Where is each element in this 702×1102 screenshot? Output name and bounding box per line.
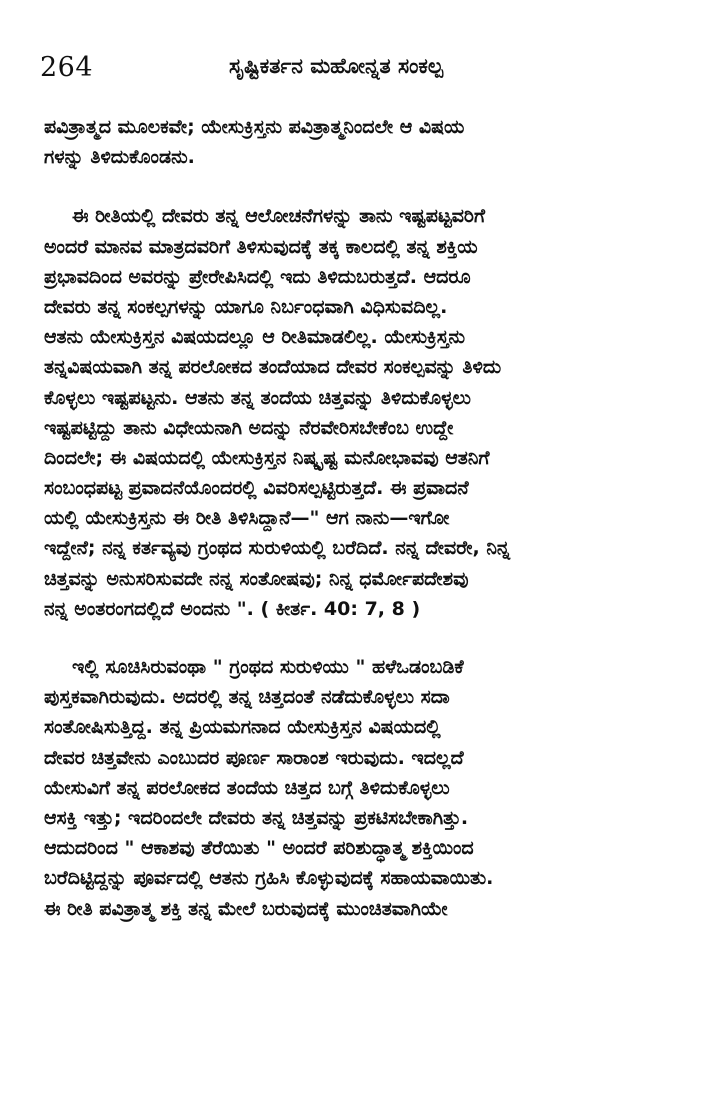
text-line: ಚಿತ್ತವನ್ನು ಅನುಸರಿಸುವದೇ ನನ್ನ ಸಂತೋಷವು; ನಿನ್ನ ಧರ್ಮೋಪದೇಶವು xyxy=(44,567,469,590)
text-line: ಗಳನ್ನು ತಿಳಿದುಕೊಂಡನು. xyxy=(44,146,195,169)
text-line: ಆದುದರಿಂದ " ಆಕಾಶವು ತೆರೆಯಿತು " ಅಂದರೆ ಪರಿಶುದ್ಧಾತ್ಮ ಶಕ್ತಿಯಿಂದ xyxy=(44,837,474,860)
text-line: ಆಸಕ್ತಿ ಇತ್ತು; ಇದರಿಂದಲೇ ದೇವರು ತನ್ನ ಚಿತ್ತವನ್ನು ಪ್ರಕಟಿಸಬೇಕಾಗಿತ್ತು. xyxy=(44,806,469,829)
text-line: ನನ್ನ ಅಂತರಂಗದಲ್ಲಿದೆ ಅಂದನು ". ( ಕೀರ್ತ. 40: 7, 8 ) xyxy=(44,597,421,620)
page-number: 264 xyxy=(40,52,94,83)
text-line: ಪವಿತ್ರಾತ್ಮದ ಮೂಲಕವೇ; ಯೇಸುಕ್ರಿಸ್ತನು ಪವಿತ್ರಾತ್ಮನಿಂದಲೇ ಆ ವಿಷಯ xyxy=(44,116,465,138)
text-line: ಕೊಳ್ಳಲು ಇಷ್ಟಪಟ್ಟನು. ಆತನು ತನ್ನ ತಂದೆಯ ಚಿತ್ತವನ್ನು ತಿಳಿದುಕೊಳ್ಳಲು xyxy=(44,386,471,409)
text-line: ದೇವರು ತನ್ನ ಸಂಕಲ್ಪಗಳನ್ನು ಯಾಗೂ ನಿರ್ಬಂಧವಾಗಿ ವಿಧಿಸುವದಿಲ್ಲ. xyxy=(44,295,448,318)
text-line: ಬರೆದಿಟ್ಟಿದ್ದನ್ನು ಪೂರ್ವದಲ್ಲಿ ಆತನು ಗ್ರಹಿಸಿ ಕೊಳ್ಳುವುದಕ್ಕೆ ಸಹಾಯವಾಯಿತು. xyxy=(44,867,494,890)
page-header xyxy=(40,52,670,92)
text-line: ದೇವರ ಚಿತ್ತವೇನು ಎಂಬುದರ ಪೂರ್ಣ ಸಾರಾಂಶ ಇರುವುದು. ಇದಲ್ಲದೆ xyxy=(44,746,464,769)
text-line: ಯೇಸುವಿಗೆ ತನ್ನ ಪರಲೋಕದ ತಂದೆಯ ಚಿತ್ತದ ಬಗ್ಗೆ ತಿಳಿದುಕೊಳ್ಳಲು xyxy=(44,776,450,799)
text-line: ಈ ರೀತಿ ಪವಿತ್ರಾತ್ಮ ಶಕ್ತಿ ತನ್ನ ಮೇಲೆ ಬರುವುದಕ್ಕೆ ಮುಂಚಿತವಾಗಿಯೇ xyxy=(44,897,448,920)
text-line: ಆತನು ಯೇಸುಕ್ರಿಸ್ತನ ವಿಷಯದಲ್ಲೂ ಆ ರೀತಿಮಾಡಲಿಲ್ಲ. ಯೇಸುಕ್ರಿಸ್ತನು xyxy=(44,326,466,349)
paragraph-gap xyxy=(44,172,672,201)
text-line: ಸಂಬಂಧಪಟ್ಟ ಪ್ರವಾದನೆಯೊಂದರಲ್ಲಿ ವಿವರಿಸಲ್ಪಟ್ಟಿರುತ್ತದೆ. ಈ ಪ್ರವಾದನೆ xyxy=(44,477,469,500)
text-line: ಈ ರೀತಿಯಲ್ಲಿ ದೇವರು ತನ್ನ ಆಲೋಚನೆಗಳನ್ನು ತಾನು ಇಷ್ಟಪಟ್ಟವರಿಗೆ xyxy=(72,205,485,228)
page-body xyxy=(44,112,672,924)
text-line: ಪ್ರಭಾವದಿಂದ ಅವರನ್ನು ಪ್ರೇರೇಪಿಸಿದಲ್ಲಿ ಇದು ತಿಳಿದುಬರುತ್ತದೆ. ಆದರೂ xyxy=(44,265,471,288)
text-line: ಇಷ್ಟಪಟ್ಟಿದ್ದು ತಾನು ವಿಧೇಯನಾಗಿ ಅದನ್ನು ನೆರವೇರಿಸಬೇಕೆಂಬ ಉದ್ದೇ xyxy=(44,416,454,439)
paragraph-2 xyxy=(44,201,672,624)
paragraph-gap xyxy=(44,624,672,652)
text-line: ಸಂತೋಷಿಸುತ್ತಿದ್ದ. ತನ್ನ ಪ್ರಿಯಮಗನಾದ ಯೇಸುಕ್ರಿಸ್ತನ ವಿಷಯದಲ್ಲಿ xyxy=(44,716,441,739)
running-title: ಸೃಷ್ಟಿಕರ್ತನ ಮಹೋನ್ನತ ಸಂಕಲ್ಪ xyxy=(229,54,444,78)
paragraph-3 xyxy=(44,652,672,924)
text-line: ಪುಸ್ತಕವಾಗಿರುವುದು. ಅದರಲ್ಲಿ ತನ್ನ ಚಿತ್ತದಂತೆ ನಡೆದುಕೊಳ್ಳಲು ಸದಾ xyxy=(44,686,450,709)
text-line: ಇಲ್ಲಿ ಸೂಚಿಸಿರುವಂಥಾ " ಗ್ರಂಥದ ಸುರುಳಿಯು " ಹಳೆಒಡಂಬಡಿಕೆ xyxy=(72,656,464,678)
text-line: ಅಂದರೆ ಮಾನವ ಮಾತ್ರದವರಿಗೆ ತಿಳಿಸುವುದಕ್ಕೆ ತಕ್ಕ ಕಾಲದಲ್ಲಿ ತನ್ನ ಶಕ್ತಿಯ xyxy=(44,235,478,258)
paragraph-1 xyxy=(44,112,672,172)
text-line: ಯಲ್ಲಿ ಯೇಸುಕ್ರಿಸ್ತನು ಈ ರೀತಿ ತಿಳಿಸಿದ್ದಾನೆ—" ಆಗ ನಾನು—ಇಗೋ xyxy=(44,507,450,530)
text-line: ಇದ್ದೇನೆ; ನನ್ನ ಕರ್ತವ್ಯವು ಗ್ರಂಥದ ಸುರುಳಿಯಲ್ಲಿ ಬರೆದಿದೆ. ನನ್ನ ದೇವರೇ, ನಿನ್ನ xyxy=(44,537,511,560)
text-line: ತನ್ನವಿಷಯವಾಗಿ ತನ್ನ ಪರಲೋಕದ ತಂದೆಯಾದ ದೇವರ ಸಂಕಲ್ಪವನ್ನು ತಿಳಿದು xyxy=(44,356,502,379)
text-line: ದಿಂದಲೇ; ಈ ವಿಷಯದಲ್ಲಿ ಯೇಸುಕ್ರಿಸ್ತನ ನಿಷ್ಕೃಷ್ಟ ಮನೋಭಾವವು ಆತನಿಗೆ xyxy=(44,446,490,469)
